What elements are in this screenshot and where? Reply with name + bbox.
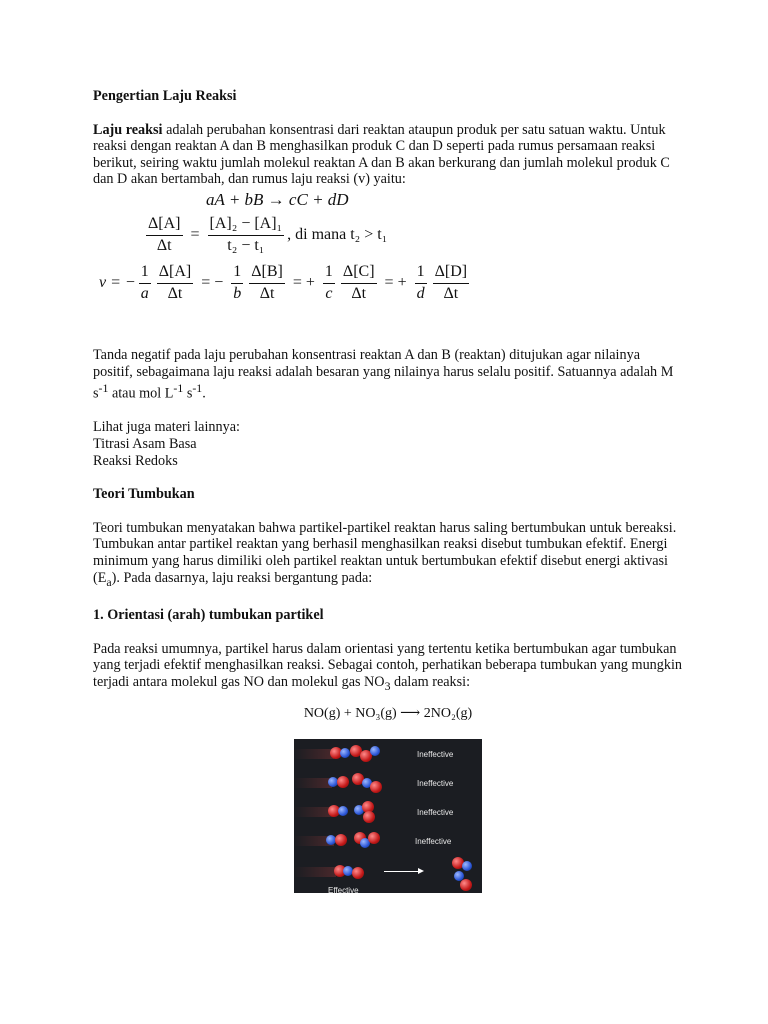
coef-fraction-a: $\frac{1}{a}$ (140, 262, 149, 302)
collision-paragraph: Teori tumbukan menyatakan bahwa partikel-partikel reaktan harus saling bertumbukan untuk bereaksi. Tumbukan antar partikel reaktan yang berhasil menghasilkan reaksi disebut tumbukan efektif. Energi minimum yang harus dimiliki oleh partikel reaktan untuk bertumbukan efektif disebut energi aktivasi $(E_a)$. Pada dasarnya, laju reaksi bergantung pada: (93, 519, 677, 589)
orientation-paragraph: Pada reaksi umumnya, partikel harus dalam orientasi yang tertentu ketika bertumbukan agar tumbukan yang terjadi efektif menghasilkan reaksi. Sebagai contoh, perhatikan beberapa tumbukan yang mungkin terjadi antara molekul gas NO dan molekul gas $NO_3$ dalam reaksi: (93, 640, 682, 693)
difference-denominator: t₂ − t₁ (227, 236, 265, 254)
collision-figure-wrap (93, 739, 683, 893)
intro-text: adalah perubahan konsentrasi dari reaktan ataupun produk per satu satuan waktu. Untuk reaksi dengan reaktan A dan B menghasilkan produk C dan D seperti pada rumus persamaan reaksi berikut, seiring waktu jumlah molekul reaktan A dan B akan berkurang dan jumlah molekul produk C dan D akan bertambah, dan rumus laju reaksi (v) yaitu: (93, 121, 670, 188)
negative-sign-paragraph: Tanda negatif pada laju perubahan konsentrasi reaktan A dan B (reaktan) ditujukan agar nilainya positif, sebagaimana laju reaksi adalah besaran yang nilainya harus selalu positif. Satuannya adalah M $s^{-1}$ atau mol $L^{-1}$ $s^{-1}$. (93, 346, 674, 402)
rate-numerator: Δ[A] (146, 216, 183, 236)
delta-fraction-a: $\frac{\Delta[A]}{\Delta t}$ (158, 262, 192, 302)
coef-fraction-c: $\frac{1}{c}$ (324, 262, 333, 302)
collision-label: Ineffective (417, 807, 454, 817)
collision-label: Ineffective (415, 836, 452, 846)
rate-symbol: v = − (99, 273, 136, 291)
delta-fraction-b: $\frac{\Delta[B]}{\Delta t}$ (251, 262, 283, 302)
rate-law: v = − $\frac{1}{a}$ $\frac{\Delta[A]}{\Delta t}$ = − $\frac{1}{b}$ $\frac{\Delta[B]}{\Delta t}$ = + $\frac{1}{c}$ $\frac{\Delta[C]}{\Delta t}$ = + $\frac{1}{d}$ $\frac{\Delta[D]}{\Delta t}$ (99, 262, 468, 302)
document-page (93, 88, 683, 893)
time-condition: , di mana t₂ > t₁ (287, 225, 388, 243)
difference-numerator: [A]₂ − [A]₁ (208, 216, 285, 236)
collision-row (294, 857, 482, 893)
link-titrasi-asam-basa[interactable]: Titrasi Asam Basa (93, 436, 197, 453)
intro-paragraph (93, 122, 683, 188)
see-also (93, 419, 683, 469)
rate-definition: $\frac{\Delta[A]}{\Delta t}$ = $\frac{\text{[A]₂ − [A]₁}}{\text{t₂ − t₁}}$ , di mana t₂ > t₁ (148, 214, 388, 254)
difference-fraction (208, 216, 285, 254)
collision-row (294, 799, 482, 825)
collision-row (294, 741, 482, 767)
collision-row (294, 770, 482, 796)
collision-label: Ineffective (417, 778, 454, 788)
coef-fraction-d: $\frac{1}{d}$ (416, 262, 425, 302)
reaction-equation-text: aA + bB → cC + dD (206, 189, 349, 209)
intro-term: Laju reaksi (93, 121, 163, 138)
collision-label: Effective (328, 885, 359, 893)
rate-equations (93, 189, 683, 330)
link-reaksi-redoks[interactable]: Reaksi Redoks (93, 452, 178, 469)
rate-denominator: Δt (156, 236, 172, 254)
see-also-label: Lihat juga materi lainnya: (93, 419, 240, 436)
coef-fraction-b: $\frac{1}{b}$ (233, 262, 242, 302)
page-title: Pengertian Laju Reaksi (93, 88, 237, 104)
no-reaction-equation: NO(g) + NO₃(g) ⟶ 2NO₂(g) (303, 706, 473, 722)
collision-row (294, 828, 482, 854)
orientation-heading: 1. Orientasi (arah) tumbukan partikel (93, 607, 324, 624)
collision-heading: Teori Tumbukan (93, 486, 195, 503)
rate-fraction (146, 216, 183, 254)
reaction-equation (206, 189, 349, 209)
delta-fraction-d: $\frac{\Delta[D]}{\Delta t}$ (434, 262, 468, 302)
delta-fraction-c: $\frac{\Delta[C]}{\Delta t}$ (342, 262, 375, 302)
arrow-icon (384, 871, 420, 872)
collision-label: Ineffective (417, 749, 454, 759)
collision-orientation-image (294, 739, 482, 893)
